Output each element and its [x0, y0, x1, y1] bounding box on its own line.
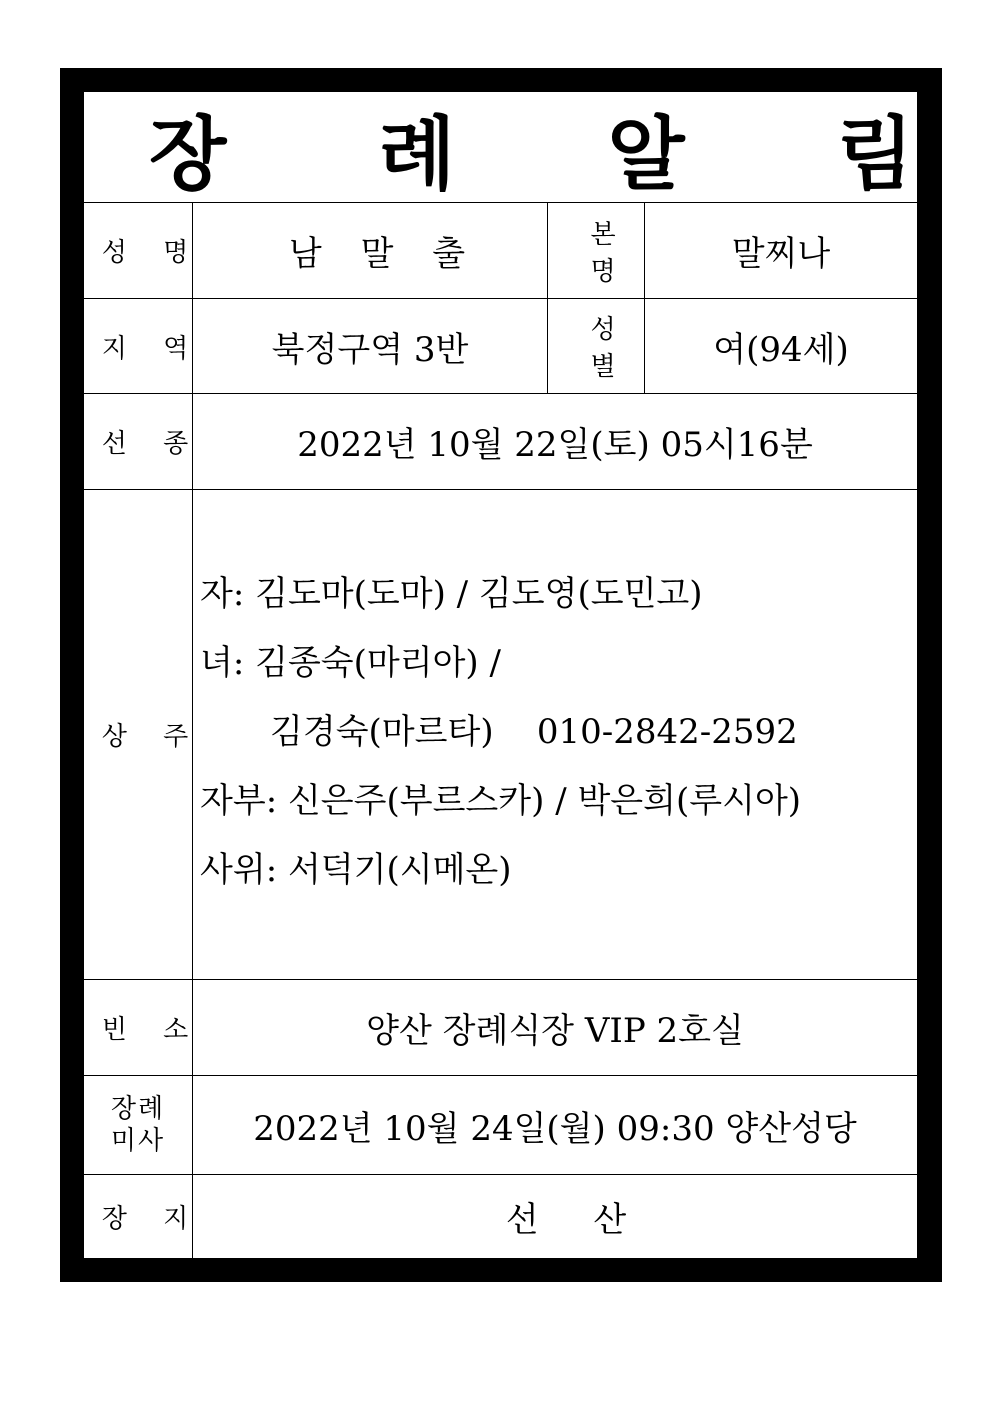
mourners-list [200, 560, 915, 905]
funeral-mass-label-line2: 미사 [110, 1126, 166, 1156]
name-value: 남 말 출 [288, 234, 480, 274]
mourner-line-son-in-law: 사위: 서덕기(시메온) [200, 850, 512, 890]
mourners-label: 상 주 [101, 722, 203, 752]
parlor-label: 빈 소 [101, 1015, 203, 1045]
funeral-mass-label [84, 1076, 192, 1174]
mourner-line-daughters: 녀: 김종숙(마리아) / [200, 643, 501, 683]
death-label: 선 종 [101, 429, 203, 459]
mourner-line-sons: 자: 김도마(도마) / 김도영(도민고) [200, 574, 703, 614]
row-divider [84, 489, 917, 490]
region-label: 지 역 [101, 333, 203, 364]
mourner-line-daughter-phone: 김경숙(마르타) 010-2842-2592 [270, 712, 798, 752]
notice-title: 장 례 알 림 [149, 107, 976, 201]
gender-value: 여(94세) [713, 329, 849, 370]
burial-value: 선 산 [505, 1200, 649, 1240]
parlor-value: 양산 장례식장 VIP 2호실 [366, 1011, 744, 1051]
funeral-mass-value: 2022년 10월 24일(월) 09:30 양산성당 [253, 1108, 857, 1149]
baptismal-name-value: 말찌나 [731, 234, 831, 274]
region-value: 북정구역 3반 [271, 329, 469, 370]
death-datetime: 2022년 10월 22일(토) 05시16분 [297, 425, 813, 465]
mourner-line-daughters-in-law: 자부: 신은주(부르스카) / 박은희(루시아) [200, 781, 802, 821]
baptismal-name-label: 본 명 [590, 219, 630, 287]
gender-label: 성 별 [590, 315, 630, 382]
burial-label: 장 지 [101, 1204, 203, 1234]
funeral-mass-label-line1: 장례 [110, 1094, 166, 1124]
name-label: 성 명 [101, 238, 203, 268]
